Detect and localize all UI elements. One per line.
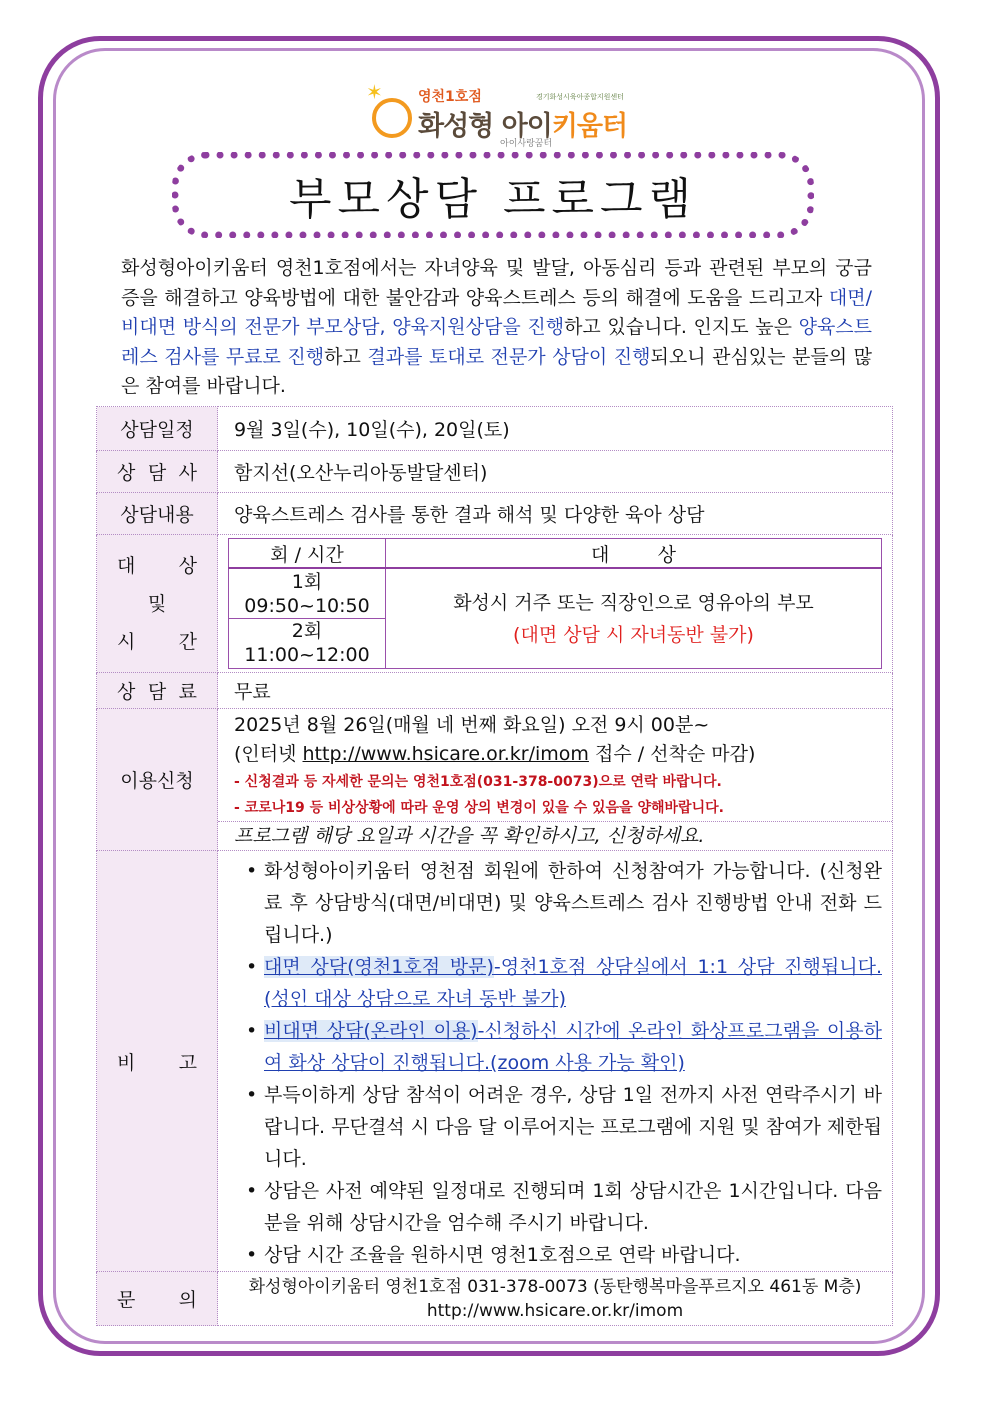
logo-branch: 영천1호점 xyxy=(418,89,482,105)
info-table xyxy=(96,406,893,1326)
session-2: 2회 11:00~12:00 xyxy=(229,618,386,668)
label-counselor: 상 담 사 xyxy=(97,451,218,493)
row-counselor xyxy=(97,451,893,493)
apply-url-link[interactable]: http://www.hsicare.or.kr/imom xyxy=(302,743,589,765)
logo-sub: 아이사랑꿈터 xyxy=(500,139,553,149)
inquiry-line1: 화성형아이키움터 영천1호점 031-378-0073 (동탄행복마을푸르지오 461동 M층) xyxy=(248,1276,862,1297)
row-content xyxy=(97,493,893,535)
apply-notice: 프로그램 해당 요일과 시간을 꼭 확인하시고, 신청하세요. xyxy=(218,821,892,850)
logo xyxy=(366,80,628,149)
row-apply xyxy=(97,709,893,851)
logo-name: 화성형 아이키움터 xyxy=(418,111,628,142)
label-inquiry: 문 의 xyxy=(97,1272,218,1326)
intro-paragraph: 화성형아이키움터 영천1호점에서는 자녀양육 및 발달, 아동심리 등과 관련된 부모의 궁금증을 해결하고 양육방법에 대한 불안감과 양육스트레스 등의 해결에 도움을 드리고자 대면/비대면 방식의 전문가 부모상담, 양육지원상담을 진행하고 있습니다. 인지도 높은 양육스트레스 검사를 무료로 진행하고 결과를 토대로 전문가 상담이 진행되오니 관심있는 분들의 많은 참여를 바랍니다. xyxy=(121,257,873,397)
session-1: 1회 09:50~10:50 xyxy=(229,568,386,618)
apply-note2: - 코로나19 등 비상상황에 따라 운영 상의 변경이 있을 수 있음을 양해바랍니다. xyxy=(234,800,724,816)
row-remarks xyxy=(97,851,893,1272)
value-inquiry xyxy=(218,1272,893,1326)
value-fee: 무료 xyxy=(218,673,893,709)
note-item: • 상담은 사전 예약된 일정대로 진행되며 1회 상담시간은 1시간입니다. 다음 분을 위해 상담시간을 엄수해 주시기 바랍니다. xyxy=(246,1175,882,1239)
star-icon: ✶ xyxy=(366,80,383,104)
value-remarks xyxy=(218,851,893,1272)
row-inquiry xyxy=(97,1272,893,1326)
sun-face-icon xyxy=(372,98,412,138)
page-title: 부모상담 프로그램 xyxy=(288,174,698,225)
target-desc: 화성시 거주 또는 직장인으로 영유아의 부모 (대면 상담 시 자녀동반 불가) xyxy=(386,568,882,668)
label-content: 상담내용 xyxy=(97,493,218,535)
label-apply: 이용신청 xyxy=(97,709,218,851)
label-target: 대 상 및 시 간 xyxy=(97,535,218,673)
head-session: 회 / 시간 xyxy=(229,539,386,569)
note-item: • 비대면 상담(온라인 이용)-신청하신 시간에 온라인 화상프로그램을 이용하여 화상 상담이 진행됩니다.(zoom 사용 가능 확인) xyxy=(246,1015,882,1079)
value-content: 양육스트레스 검사를 통한 결과 해석 및 다양한 육아 상담 xyxy=(218,493,893,535)
title-box xyxy=(172,152,814,238)
apply-note1: - 신청결과 등 자세한 문의는 영천1호점(031-378-0073)으로 연락 바랍니다. xyxy=(234,774,722,790)
row-schedule xyxy=(97,407,893,451)
apply-line2: (인터넷 http://www.hsicare.or.kr/imom 접수 / 선착순 마감) xyxy=(234,743,756,765)
session-table xyxy=(228,538,882,669)
value-apply xyxy=(218,709,893,851)
label-fee: 상 담 료 xyxy=(97,673,218,709)
row-fee xyxy=(97,673,893,709)
head-target: 대 상 xyxy=(386,539,882,569)
note-item: • 부득이하게 상담 참석이 어려운 경우, 상담 1일 전까지 사전 연락주시기 바랍니다. 무단결석 시 다음 달 이루어지는 프로그램에 지원 및 참여가 제한됩니다. xyxy=(246,1079,882,1175)
label-schedule: 상담일정 xyxy=(97,407,218,451)
note-item: • 대면 상담(영천1호점 방문)-영천1호점 상담실에서 1:1 상담 진행됩니다.(성인 대상 상담으로 자녀 동반 불가) xyxy=(246,951,882,1015)
inquiry-url[interactable]: http://www.hsicare.or.kr/imom xyxy=(426,1300,684,1321)
value-counselor: 함지선(오산누리아동발달센터) xyxy=(218,451,893,493)
apply-line1: 2025년 8월 26일(매월 네 번째 화요일) 오전 9시 00분~ xyxy=(234,714,710,736)
note-item: • 화성형아이키움터 영천점 회원에 한하여 신청참여가 가능합니다. (신청완료 후 상담방식(대면/비대면) 및 양육스트레스 검사 진행방법 안내 전화 드립니다.) xyxy=(246,855,882,951)
note-item: • 상담 시간 조율을 원하시면 영천1호점으로 연락 바랍니다. xyxy=(246,1239,882,1271)
row-target xyxy=(97,535,893,673)
label-remarks: 비 고 xyxy=(97,851,218,1272)
value-schedule: 9월 3일(수), 10일(수), 20일(토) xyxy=(218,407,893,451)
logo-org: 경기화성시육아종합지원센터 xyxy=(536,93,624,101)
value-target xyxy=(218,535,893,673)
